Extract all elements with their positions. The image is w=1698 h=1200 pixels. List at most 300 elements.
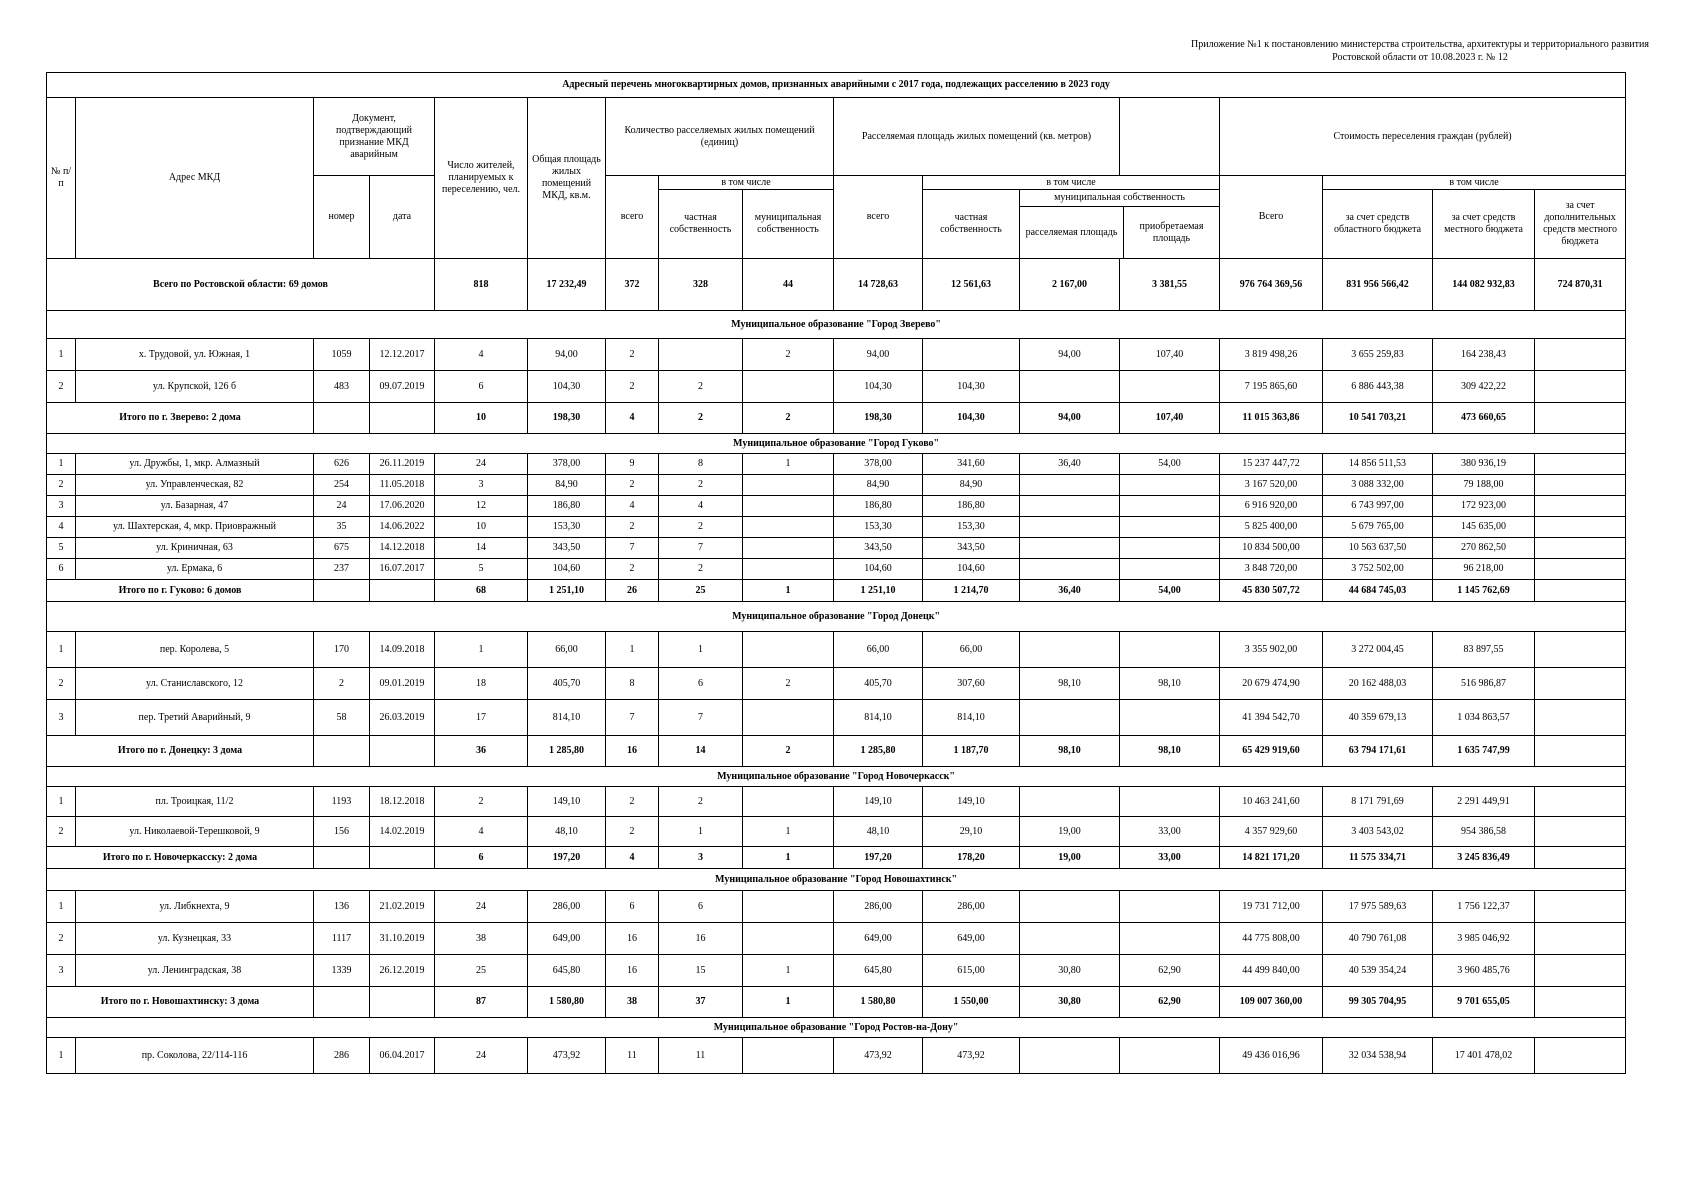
subtotal-empty-cell (314, 736, 370, 767)
row-residents: 25 (435, 955, 528, 987)
row-rooms_total: 7 (606, 700, 659, 736)
subtotal-label: Итого по г. Новочеркасску: 2 дома (47, 847, 314, 869)
row-cost_local: 380 936,19 (1433, 454, 1535, 475)
col-area-group-header: Расселяемая площадь жилых помещений (кв. метров) (834, 98, 1120, 176)
row-area_muni_res (1020, 923, 1120, 955)
subtotal-cost_total: 65 429 919,60 (1220, 736, 1323, 767)
table-row (47, 371, 1626, 403)
subtotal-rooms_muni: 1 (743, 987, 834, 1018)
row-cost_total: 3 848 720,00 (1220, 559, 1323, 580)
row-number: 1 (47, 891, 76, 923)
row-total_area: 104,30 (528, 371, 606, 403)
row-rooms_private: 8 (659, 454, 743, 475)
subtotal-area_total: 1 251,10 (834, 580, 923, 602)
blank-header-cell (1120, 98, 1220, 176)
row-area_total: 343,50 (834, 538, 923, 559)
row-address: ул. Ленинградская, 38 (76, 955, 314, 987)
row-cost_total: 20 679 474,90 (1220, 668, 1323, 700)
row-address: ул. Николаевой-Терешковой, 9 (76, 817, 314, 847)
row-total_area: 814,10 (528, 700, 606, 736)
row-doc-date: 26.11.2019 (370, 454, 435, 475)
row-area_muni_acq (1120, 517, 1220, 538)
row-rooms_private: 6 (659, 668, 743, 700)
col-address-header: Адрес МКД (76, 98, 314, 259)
row-address: х. Трудовой, ул. Южная, 1 (76, 339, 314, 371)
municipality-header-row (47, 311, 1626, 339)
row-cost_regional: 3 403 543,02 (1323, 817, 1433, 847)
row-cost_additional (1535, 668, 1626, 700)
subtotal-label: Итого по г. Зверево: 2 дома (47, 403, 314, 434)
row-total_area: 405,70 (528, 668, 606, 700)
col-area-private-header: частная собственность (923, 190, 1020, 259)
subtotal-empty-cell (314, 580, 370, 602)
total-area_private: 12 561,63 (923, 259, 1020, 311)
row-area_private: 104,60 (923, 559, 1020, 580)
subtotal-rooms_private: 2 (659, 403, 743, 434)
region-total-row (47, 259, 1626, 311)
row-number: 2 (47, 817, 76, 847)
row-cost_total: 3 167 520,00 (1220, 475, 1323, 496)
row-cost_additional (1535, 496, 1626, 517)
subtotal-rooms_total: 38 (606, 987, 659, 1018)
subtotal-rooms_muni: 2 (743, 403, 834, 434)
row-doc-date: 09.07.2019 (370, 371, 435, 403)
row-total_area: 343,50 (528, 538, 606, 559)
row-cost_local: 3 985 046,92 (1433, 923, 1535, 955)
row-rooms_private: 2 (659, 559, 743, 580)
row-doc-date: 31.10.2019 (370, 923, 435, 955)
row-cost_regional: 14 856 511,53 (1323, 454, 1433, 475)
col-area-total-header: всего (834, 176, 923, 259)
row-area_muni_acq (1120, 700, 1220, 736)
row-residents: 24 (435, 891, 528, 923)
row-cost_local: 1 756 122,37 (1433, 891, 1535, 923)
row-rooms_private: 2 (659, 475, 743, 496)
row-area_total: 405,70 (834, 668, 923, 700)
subtotal-residents: 68 (435, 580, 528, 602)
col-doc-header: Документ, подтверждающий признание МКД аварийным (314, 98, 435, 176)
row-number: 2 (47, 371, 76, 403)
subtotal-cost_local: 473 660,65 (1433, 403, 1535, 434)
row-address: ул. Базарная, 47 (76, 496, 314, 517)
row-area_private: 343,50 (923, 538, 1020, 559)
total-rooms_total: 372 (606, 259, 659, 311)
table-row (47, 923, 1626, 955)
row-area_muni_res: 19,00 (1020, 817, 1120, 847)
row-cost_total: 6 916 920,00 (1220, 496, 1323, 517)
row-area_private: 615,00 (923, 955, 1020, 987)
total-area_muni_acq: 3 381,55 (1120, 259, 1220, 311)
subtotal-row (47, 580, 1626, 602)
row-residents: 4 (435, 339, 528, 371)
subtotal-cost_additional (1535, 403, 1626, 434)
row-cost_additional (1535, 891, 1626, 923)
row-area_muni_acq (1120, 891, 1220, 923)
row-number: 1 (47, 787, 76, 817)
row-area_muni_acq (1120, 538, 1220, 559)
row-area_muni_acq (1120, 496, 1220, 517)
row-rooms_total: 2 (606, 517, 659, 538)
col-num-header: № п/п (47, 98, 76, 259)
subtotal-label: Итого по г. Новошахтинску: 3 дома (47, 987, 314, 1018)
row-rooms_muni: 1 (743, 454, 834, 475)
municipality-header-row (47, 767, 1626, 787)
row-area_total: 473,92 (834, 1038, 923, 1074)
row-cost_total: 7 195 865,60 (1220, 371, 1323, 403)
row-area_muni_acq: 62,90 (1120, 955, 1220, 987)
row-address: ул. Крупской, 126 б (76, 371, 314, 403)
total-total_area: 17 232,49 (528, 259, 606, 311)
row-area_muni_res (1020, 475, 1120, 496)
row-doc-number: 1339 (314, 955, 370, 987)
row-rooms_total: 2 (606, 787, 659, 817)
subtotal-cost_regional: 11 575 334,71 (1323, 847, 1433, 869)
row-doc-number: 170 (314, 632, 370, 668)
row-rooms_private: 15 (659, 955, 743, 987)
subtotal-cost_regional: 44 684 745,03 (1323, 580, 1433, 602)
table-row (47, 1038, 1626, 1074)
subtotal-total_area: 197,20 (528, 847, 606, 869)
subtotal-residents: 10 (435, 403, 528, 434)
table-row (47, 496, 1626, 517)
table-row (47, 339, 1626, 371)
row-area_muni_res (1020, 496, 1120, 517)
total-cost_total: 976 764 369,56 (1220, 259, 1323, 311)
municipality-title: Муниципальное образование "Город Зверево" (47, 311, 1626, 339)
col-area-muni-acq-header: приобретаемая площадь (1139, 220, 1204, 244)
row-area_private: 186,80 (923, 496, 1020, 517)
table-row (47, 475, 1626, 496)
row-area_total: 649,00 (834, 923, 923, 955)
col-doc-date-header: дата (370, 176, 435, 259)
subtotal-cost_regional: 63 794 171,61 (1323, 736, 1433, 767)
row-cost_local: 3 960 485,76 (1433, 955, 1535, 987)
row-cost_regional: 32 034 538,94 (1323, 1038, 1433, 1074)
row-address: пер. Королева, 5 (76, 632, 314, 668)
subtotal-rooms_total: 26 (606, 580, 659, 602)
row-number: 3 (47, 955, 76, 987)
row-area_total: 84,90 (834, 475, 923, 496)
row-cost_total: 4 357 929,60 (1220, 817, 1323, 847)
row-doc-number: 483 (314, 371, 370, 403)
row-area_total: 94,00 (834, 339, 923, 371)
row-doc-date: 26.12.2019 (370, 955, 435, 987)
row-rooms_muni: 2 (743, 668, 834, 700)
row-address: пер. Третий Аварийный, 9 (76, 700, 314, 736)
subtotal-rooms_total: 16 (606, 736, 659, 767)
subtotal-rooms_muni: 1 (743, 847, 834, 869)
row-total_area: 94,00 (528, 339, 606, 371)
row-cost_local: 17 401 478,02 (1433, 1038, 1535, 1074)
subtotal-total_area: 1 251,10 (528, 580, 606, 602)
row-doc-number: 58 (314, 700, 370, 736)
col-residents-header: Число жителей, планируемых к переселению, чел. (435, 98, 528, 259)
row-cost_regional: 10 563 637,50 (1323, 538, 1433, 559)
row-address: ул. Ермака, 6 (76, 559, 314, 580)
row-rooms_total: 9 (606, 454, 659, 475)
subtotal-cost_additional (1535, 580, 1626, 602)
row-area_muni_res (1020, 787, 1120, 817)
row-area_muni_acq: 98,10 (1120, 668, 1220, 700)
row-residents: 38 (435, 923, 528, 955)
total-residents: 818 (435, 259, 528, 311)
row-doc-number: 2 (314, 668, 370, 700)
subtotal-row (47, 736, 1626, 767)
row-rooms_muni: 1 (743, 817, 834, 847)
row-area_muni_res: 98,10 (1020, 668, 1120, 700)
row-number: 5 (47, 538, 76, 559)
row-doc-date: 06.04.2017 (370, 1038, 435, 1074)
row-area_private: 153,30 (923, 517, 1020, 538)
row-rooms_muni (743, 1038, 834, 1074)
subtotal-label: Итого по г. Гуково: 6 домов (47, 580, 314, 602)
table-row (47, 559, 1626, 580)
municipality-title: Муниципальное образование "Город Новочеркасск" (47, 767, 1626, 787)
row-address: ул. Криничная, 63 (76, 538, 314, 559)
subtotal-rooms_total: 4 (606, 403, 659, 434)
subtotal-cost_regional: 10 541 703,21 (1323, 403, 1433, 434)
row-cost_regional: 17 975 589,63 (1323, 891, 1433, 923)
subtotal-empty-cell (370, 847, 435, 869)
table-row (47, 955, 1626, 987)
row-doc-number: 35 (314, 517, 370, 538)
row-cost_total: 10 463 241,60 (1220, 787, 1323, 817)
row-total_area: 649,00 (528, 923, 606, 955)
row-area_muni_acq: 33,00 (1120, 817, 1220, 847)
row-cost_total: 3 355 902,00 (1220, 632, 1323, 668)
row-cost_additional (1535, 632, 1626, 668)
subtotal-cost_total: 45 830 507,72 (1220, 580, 1323, 602)
subtotal-area_private: 1 550,00 (923, 987, 1020, 1018)
row-address: пл. Троицкая, 11/2 (76, 787, 314, 817)
row-rooms_muni (743, 538, 834, 559)
subtotal-empty-cell (314, 847, 370, 869)
row-rooms_muni (743, 632, 834, 668)
row-cost_local: 309 422,22 (1433, 371, 1535, 403)
appendix-note: Приложение №1 к постановлению министерства строительства, архитектуры и территориального развития Ростовской области от 10.08.2023 г. № 12 (1191, 39, 1649, 63)
row-number: 1 (47, 632, 76, 668)
subtotal-cost_additional (1535, 847, 1626, 869)
col-cost-incl-header: в том числе (1323, 176, 1626, 190)
row-area_private: 814,10 (923, 700, 1020, 736)
row-area_muni_res (1020, 517, 1120, 538)
row-rooms_total: 6 (606, 891, 659, 923)
row-rooms_private: 7 (659, 700, 743, 736)
subtotal-rooms_private: 37 (659, 987, 743, 1018)
row-area_total: 186,80 (834, 496, 923, 517)
subtotal-area_muni_acq: 107,40 (1120, 403, 1220, 434)
row-area_muni_res (1020, 371, 1120, 403)
row-rooms_private (659, 339, 743, 371)
col-rooms-incl-header: в том числе (659, 176, 834, 190)
subtotal-area_muni_acq: 98,10 (1120, 736, 1220, 767)
row-residents: 17 (435, 700, 528, 736)
row-rooms_total: 11 (606, 1038, 659, 1074)
row-rooms_muni (743, 559, 834, 580)
subtotal-rooms_total: 4 (606, 847, 659, 869)
subtotal-cost_total: 109 007 360,00 (1220, 987, 1323, 1018)
row-area_total: 104,30 (834, 371, 923, 403)
row-cost_regional: 8 171 791,69 (1323, 787, 1433, 817)
row-address: ул. Кузнецкая, 33 (76, 923, 314, 955)
row-rooms_total: 2 (606, 371, 659, 403)
row-area_muni_acq (1120, 475, 1220, 496)
row-rooms_private: 16 (659, 923, 743, 955)
row-doc-date: 18.12.2018 (370, 787, 435, 817)
row-cost_additional (1535, 787, 1626, 817)
col-rooms-muni-header: муниципальная собственность (743, 190, 834, 259)
subtotal-area_muni_res: 19,00 (1020, 847, 1120, 869)
row-cost_total: 49 436 016,96 (1220, 1038, 1323, 1074)
row-rooms_total: 2 (606, 475, 659, 496)
row-cost_regional: 40 539 354,24 (1323, 955, 1433, 987)
row-area_muni_acq (1120, 632, 1220, 668)
row-number: 2 (47, 475, 76, 496)
row-area_private: 104,30 (923, 371, 1020, 403)
row-doc-date: 14.09.2018 (370, 632, 435, 668)
subtotal-residents: 6 (435, 847, 528, 869)
row-cost_regional: 3 752 502,00 (1323, 559, 1433, 580)
subtotal-area_total: 1 580,80 (834, 987, 923, 1018)
row-area_private: 341,60 (923, 454, 1020, 475)
row-area_private (923, 339, 1020, 371)
subtotal-rooms_private: 14 (659, 736, 743, 767)
row-total_area: 473,92 (528, 1038, 606, 1074)
subtotal-empty-cell (314, 403, 370, 434)
subtotal-area_muni_res: 94,00 (1020, 403, 1120, 434)
row-area_total: 153,30 (834, 517, 923, 538)
subtotal-row (47, 987, 1626, 1018)
row-doc-date: 16.07.2017 (370, 559, 435, 580)
row-cost_additional (1535, 559, 1626, 580)
row-residents: 10 (435, 517, 528, 538)
row-residents: 14 (435, 538, 528, 559)
row-residents: 1 (435, 632, 528, 668)
table-row (47, 517, 1626, 538)
row-doc-date: 17.06.2020 (370, 496, 435, 517)
row-area_muni_res: 94,00 (1020, 339, 1120, 371)
row-rooms_muni (743, 700, 834, 736)
table-row (47, 454, 1626, 475)
row-doc-number: 254 (314, 475, 370, 496)
row-rooms_private: 2 (659, 371, 743, 403)
subtotal-area_total: 1 285,80 (834, 736, 923, 767)
row-cost_regional: 40 790 761,08 (1323, 923, 1433, 955)
row-rooms_muni (743, 923, 834, 955)
row-cost_local: 954 386,58 (1433, 817, 1535, 847)
row-area_muni_res: 30,80 (1020, 955, 1120, 987)
municipality-title: Муниципальное образование "Город Гуково" (47, 434, 1626, 454)
row-cost_total: 15 237 447,72 (1220, 454, 1323, 475)
subtotal-rooms_muni: 2 (743, 736, 834, 767)
row-residents: 24 (435, 1038, 528, 1074)
row-area_total: 814,10 (834, 700, 923, 736)
row-cost_local: 145 635,00 (1433, 517, 1535, 538)
subtotal-cost_additional (1535, 736, 1626, 767)
col-area-muni-res-header: расселяемая площадь (1020, 207, 1124, 258)
row-rooms_total: 4 (606, 496, 659, 517)
municipality-header-row (47, 434, 1626, 454)
subtotal-cost_total: 11 015 363,86 (1220, 403, 1323, 434)
row-rooms_total: 2 (606, 339, 659, 371)
row-cost_local: 79 188,00 (1433, 475, 1535, 496)
subtotal-empty-cell (370, 580, 435, 602)
row-number: 3 (47, 700, 76, 736)
row-cost_regional: 6 886 443,38 (1323, 371, 1433, 403)
row-area_muni_res (1020, 632, 1120, 668)
row-cost_local: 1 034 863,57 (1433, 700, 1535, 736)
row-area_total: 104,60 (834, 559, 923, 580)
row-cost_local: 96 218,00 (1433, 559, 1535, 580)
row-address: ул. Либкнехта, 9 (76, 891, 314, 923)
total-cost_local: 144 082 932,83 (1433, 259, 1535, 311)
municipality-title: Муниципальное образование "Город Новошахтинск" (47, 869, 1626, 891)
row-cost_local: 2 291 449,91 (1433, 787, 1535, 817)
subtotal-area_private: 1 214,70 (923, 580, 1020, 602)
row-rooms_muni (743, 787, 834, 817)
row-cost_additional (1535, 454, 1626, 475)
subtotal-area_private: 178,20 (923, 847, 1020, 869)
row-area_muni_acq (1120, 787, 1220, 817)
subtotal-area_private: 104,30 (923, 403, 1020, 434)
row-area_total: 149,10 (834, 787, 923, 817)
row-cost_regional: 40 359 679,13 (1323, 700, 1433, 736)
row-doc-date: 21.02.2019 (370, 891, 435, 923)
row-cost_additional (1535, 923, 1626, 955)
subtotal-label: Итого по г. Донецку: 3 дома (47, 736, 314, 767)
row-area_muni_res (1020, 700, 1120, 736)
row-rooms_total: 16 (606, 955, 659, 987)
row-address: пр. Соколова, 22/114-116 (76, 1038, 314, 1074)
row-rooms_muni (743, 371, 834, 403)
subtotal-cost_local: 3 245 836,49 (1433, 847, 1535, 869)
col-area-incl-header: в том числе (923, 176, 1220, 190)
col-rooms-private-header: частная собственность (659, 190, 743, 259)
subtotal-cost_local: 1 145 762,69 (1433, 580, 1535, 602)
row-cost_total: 10 834 500,00 (1220, 538, 1323, 559)
row-doc-number: 237 (314, 559, 370, 580)
row-number: 1 (47, 454, 76, 475)
row-residents: 24 (435, 454, 528, 475)
row-address: ул. Станиславского, 12 (76, 668, 314, 700)
municipality-header-row (47, 1018, 1626, 1038)
row-area_private: 29,10 (923, 817, 1020, 847)
row-cost_local: 172 923,00 (1433, 496, 1535, 517)
total-rooms_muni: 44 (743, 259, 834, 311)
row-area_muni_res: 36,40 (1020, 454, 1120, 475)
row-doc-number: 1117 (314, 923, 370, 955)
row-cost_local: 83 897,55 (1433, 632, 1535, 668)
table-row (47, 891, 1626, 923)
table-row (47, 787, 1626, 817)
total-rooms_private: 328 (659, 259, 743, 311)
row-cost_additional (1535, 538, 1626, 559)
row-cost_regional: 6 743 997,00 (1323, 496, 1433, 517)
row-rooms_muni (743, 517, 834, 538)
subtotal-cost_additional (1535, 987, 1626, 1018)
row-cost_local: 164 238,43 (1433, 339, 1535, 371)
subtotal-area_muni_res: 30,80 (1020, 987, 1120, 1018)
municipality-title: Муниципальное образование "Город Ростов-на-Дону" (47, 1018, 1626, 1038)
row-rooms_total: 2 (606, 559, 659, 580)
row-area_muni_res (1020, 1038, 1120, 1074)
resettlement-register-table (46, 72, 1626, 1074)
row-cost_additional (1535, 517, 1626, 538)
row-cost_regional: 3 272 004,45 (1323, 632, 1433, 668)
row-cost_additional (1535, 817, 1626, 847)
row-number: 4 (47, 517, 76, 538)
row-total_area: 84,90 (528, 475, 606, 496)
